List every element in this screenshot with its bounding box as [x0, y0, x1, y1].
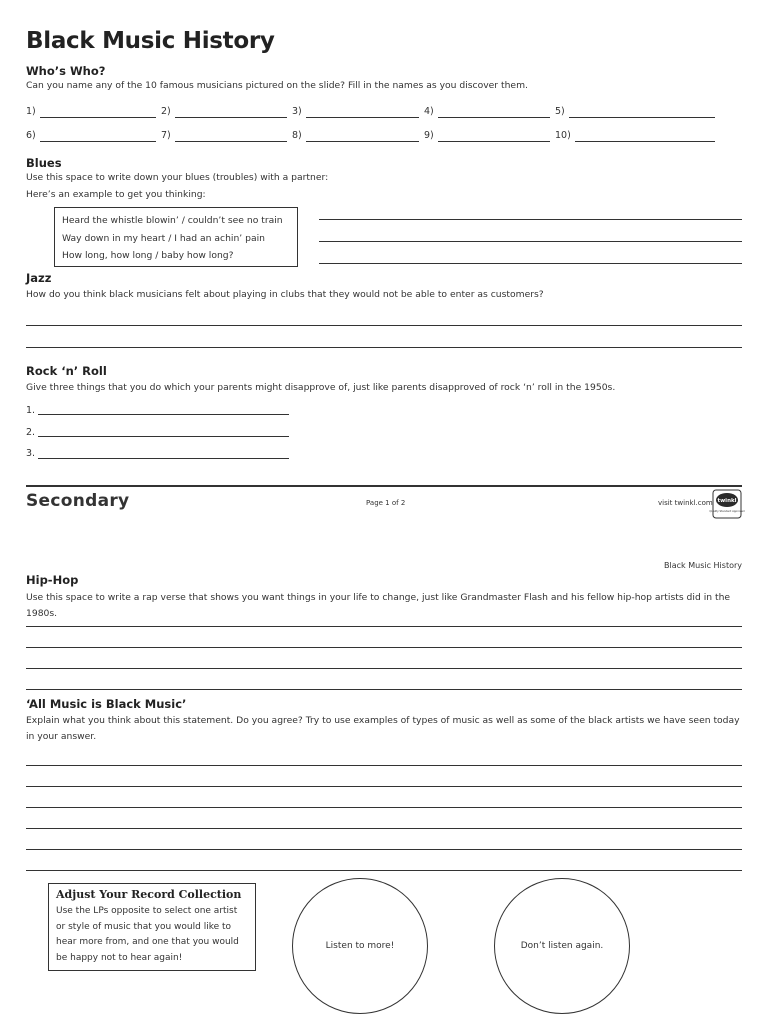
- all-music-answer-line[interactable]: [26, 828, 742, 829]
- name-blank-7[interactable]: [175, 141, 287, 142]
- name-label-3: 3): [292, 106, 302, 117]
- all-music-answer-line[interactable]: [26, 807, 742, 808]
- jazz-question: How do you think black musicians felt about playing in clubs that they would not be able to enter as customers?: [26, 289, 544, 300]
- rock-question: Give three things that you do which your parents might disapprove of, just like parents disapproved of rock ‘n’ roll in the 1950s.: [26, 382, 616, 393]
- all-music-answer-line[interactable]: [26, 870, 742, 871]
- all-music-answer-line[interactable]: [26, 786, 742, 787]
- page-title: Black Music History: [26, 28, 275, 54]
- hiphop-answer-line[interactable]: [26, 668, 742, 669]
- footer-visit-link[interactable]: visit twinkl.com: [658, 499, 713, 507]
- blues-lyrics-box: [54, 207, 298, 267]
- name-label-9: 9): [424, 130, 434, 141]
- name-label-5: 5): [555, 106, 565, 117]
- whos-who-instructions: Can you name any of the 10 famous musicians pictured on the slide? Fill in the names as you discover them.: [26, 80, 528, 91]
- name-label-10: 10): [555, 130, 571, 141]
- jazz-answer-line[interactable]: [26, 347, 742, 348]
- record-collection-box: [48, 883, 256, 971]
- blues-lyric-line: How long, how long / baby how long?: [62, 250, 234, 261]
- quality-badge-icon: [709, 489, 745, 519]
- rock-answer-line-1[interactable]: [38, 414, 289, 415]
- rock-item-label-1: 1.: [26, 405, 36, 416]
- dont-listen-label: Don’t listen again.: [520, 941, 604, 951]
- name-blank-5[interactable]: [569, 117, 715, 118]
- blues-instructions: Use this space to write down your blues (troubles) with a partner:: [26, 172, 329, 183]
- rock-heading: Rock ‘n’ Roll: [26, 364, 107, 378]
- blues-writing-line[interactable]: [319, 241, 742, 242]
- page-number: Page 1 of 2: [366, 499, 406, 507]
- all-music-answer-line[interactable]: [26, 849, 742, 850]
- hiphop-question: Use this space to write a rap verse that shows you want things in your life to change, just like Grandmaster Flash and his fellow hip-hop artists did in the 1980s.: [26, 592, 731, 619]
- dont-listen-circle[interactable]: [494, 878, 630, 1014]
- blues-example-intro: Here’s an example to get you thinking:: [26, 189, 206, 200]
- all-music-answer-line[interactable]: [26, 765, 742, 766]
- badge-logo-text: twinkl: [717, 498, 737, 504]
- rock-item-label-3: 3.: [26, 448, 36, 459]
- name-blank-10[interactable]: [575, 141, 715, 142]
- name-label-2: 2): [161, 106, 171, 117]
- jazz-answer-line[interactable]: [26, 325, 742, 326]
- hiphop-answer-line[interactable]: [26, 626, 742, 627]
- whos-who-heading: Who’s Who?: [26, 64, 106, 78]
- hiphop-answer-line[interactable]: [26, 647, 742, 648]
- rock-answer-line-3[interactable]: [38, 458, 289, 459]
- blues-writing-line[interactable]: [319, 263, 742, 264]
- name-blank-3[interactable]: [306, 117, 419, 118]
- name-blank-8[interactable]: [306, 141, 419, 142]
- name-blank-4[interactable]: [438, 117, 550, 118]
- blues-writing-line[interactable]: [319, 219, 742, 220]
- name-blank-6[interactable]: [40, 141, 156, 142]
- name-blank-1[interactable]: [40, 117, 156, 118]
- jazz-heading: Jazz: [26, 271, 52, 285]
- listen-more-label: Listen to more!: [325, 941, 395, 951]
- badge-caption: Quality Standard Approved: [709, 510, 745, 513]
- footer-brand: Secondary: [26, 491, 130, 511]
- name-label-6: 6): [26, 130, 36, 141]
- name-label-1: 1): [26, 106, 36, 117]
- name-label-8: 8): [292, 130, 302, 141]
- hiphop-heading: Hip-Hop: [26, 573, 79, 587]
- rock-item-label-2: 2.: [26, 427, 36, 438]
- name-label-4: 4): [424, 106, 434, 117]
- name-label-7: 7): [161, 130, 171, 141]
- footer-divider: [26, 485, 742, 487]
- rock-answer-line-2[interactable]: [38, 436, 289, 437]
- blues-lyric-line: Way down in my heart / I had an achin’ pain: [62, 232, 265, 244]
- name-blank-2[interactable]: [175, 117, 287, 118]
- running-head: Black Music History: [664, 561, 742, 570]
- record-collection-title: Adjust Your Record Collection: [56, 888, 242, 901]
- all-music-heading: ‘All Music is Black Music’: [26, 697, 187, 711]
- name-blank-9[interactable]: [438, 141, 550, 142]
- hiphop-answer-line[interactable]: [26, 689, 742, 690]
- record-collection-text: Use the LPs opposite to select one artist or style of music that you would like to hear more from, and one that you would be happy not to hear again!: [56, 906, 239, 963]
- all-music-question: Explain what you think about this statement. Do you agree? Try to use examples of types of music as well as some of the black artists we have seen today in your answer.: [26, 715, 740, 742]
- blues-heading: Blues: [26, 156, 62, 170]
- blues-lyric-line: Heard the whistle blowin’ / couldn’t see no train: [62, 215, 283, 226]
- listen-more-circle[interactable]: [292, 878, 428, 1014]
